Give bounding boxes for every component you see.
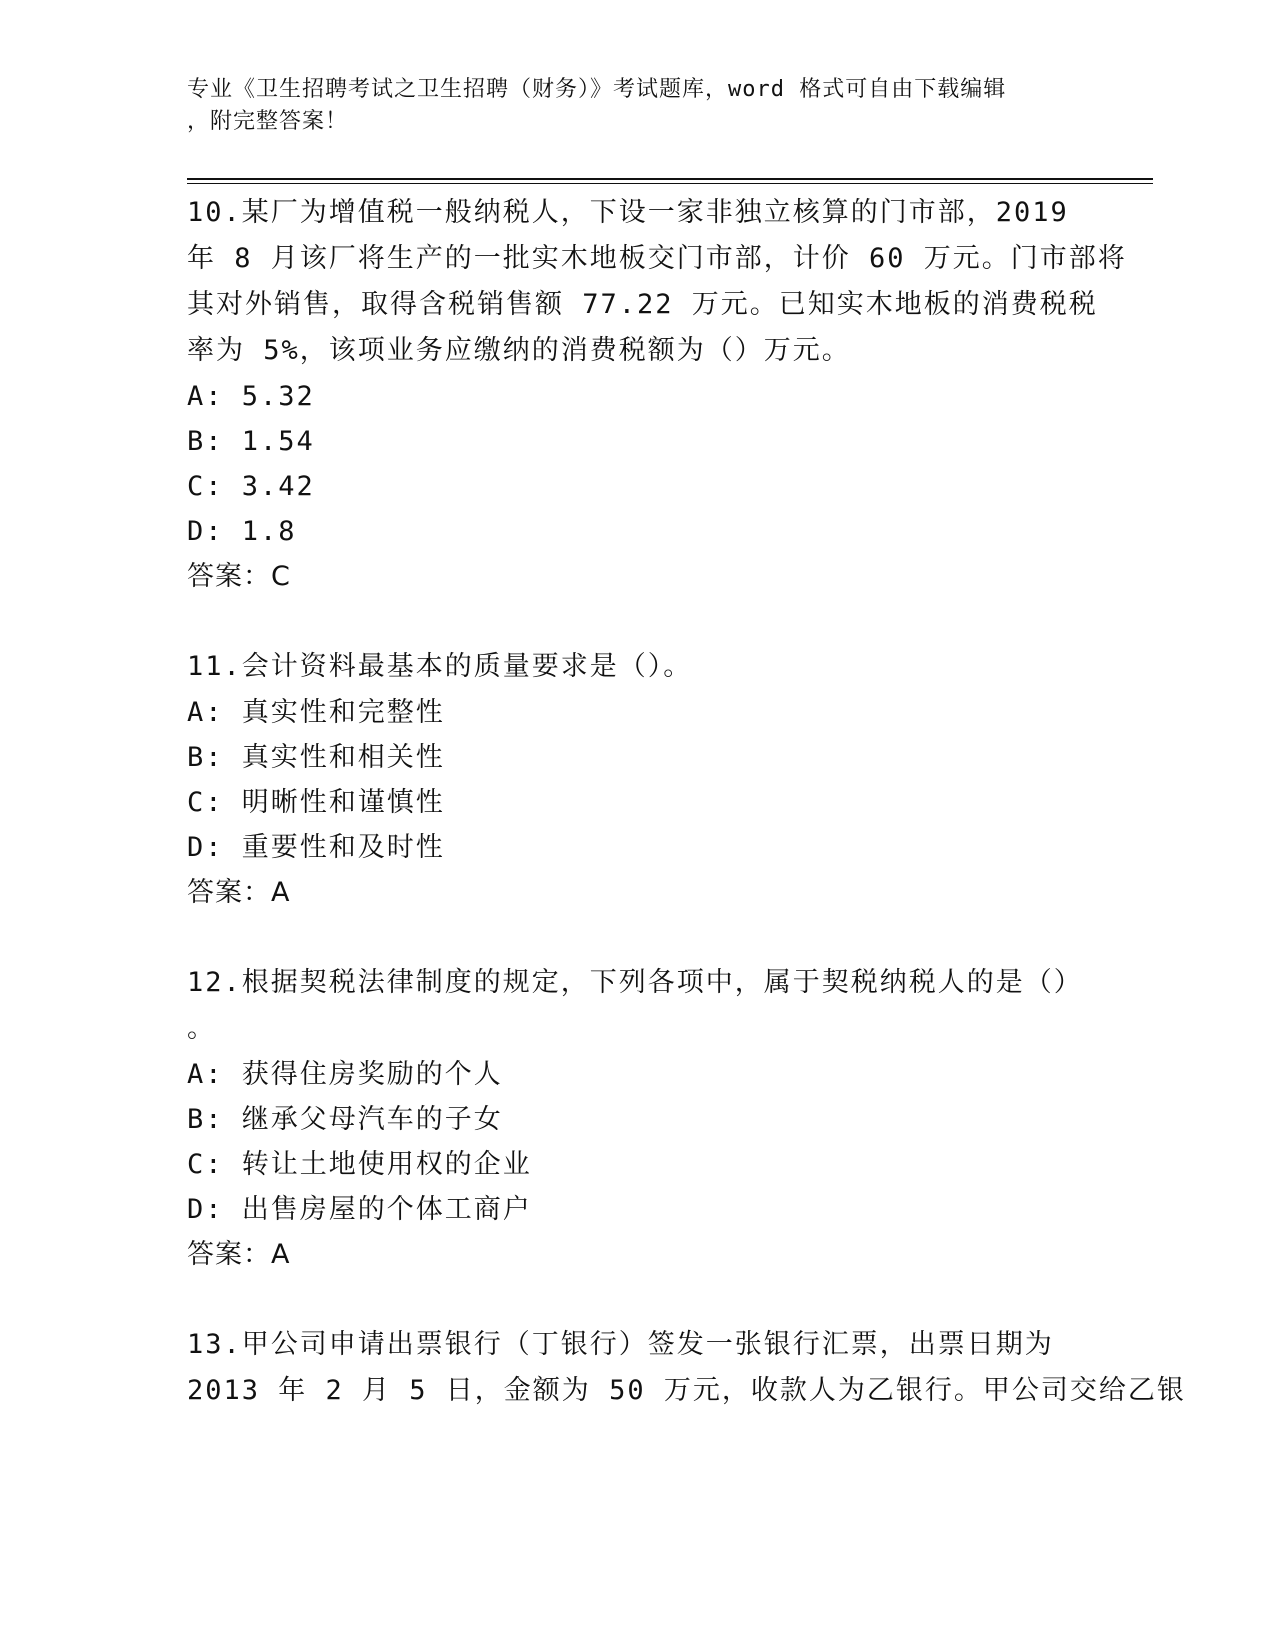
question-13 bbox=[187, 1322, 1186, 1414]
option-b: B: 真实性和相关性 bbox=[187, 742, 445, 773]
question-11 bbox=[187, 644, 1087, 915]
option-a: A: 真实性和完整性 bbox=[187, 697, 445, 728]
option-b: B: 1.54 bbox=[187, 426, 315, 457]
stem-line: 2013 年 2 月 5 日，金额为 50 万元，收款人为乙银行。甲公司交给乙银 bbox=[187, 1375, 1186, 1406]
stem-line: 11.会计资料最基本的质量要求是（）。 bbox=[187, 651, 693, 682]
question-stem bbox=[187, 190, 1127, 374]
answer-line: 答案：C bbox=[187, 561, 291, 592]
option-b: B: 继承父母汽车的子女 bbox=[187, 1104, 503, 1135]
question-stem bbox=[187, 960, 1087, 1052]
header-line-1: 专业《卫生招聘考试之卫生招聘（财务）》考试题库，word 格式可自由下载编辑 bbox=[187, 77, 1007, 102]
option-a: A: 5.32 bbox=[187, 381, 315, 412]
stem-line: 率为 5%，该项业务应缴纳的消费税额为（）万元。 bbox=[187, 335, 851, 366]
question-10 bbox=[187, 190, 1127, 599]
option-a: A: 获得住房奖励的个人 bbox=[187, 1059, 503, 1090]
option-d: D: 1.8 bbox=[187, 516, 297, 547]
question-stem bbox=[187, 1322, 1186, 1414]
option-c: C: 明晰性和谨慎性 bbox=[187, 787, 445, 818]
stem-line: 其对外销售，取得含税销售额 77.22 万元。已知实木地板的消费税税 bbox=[187, 289, 1098, 320]
question-list bbox=[187, 190, 1186, 1459]
document-header bbox=[187, 74, 1067, 138]
question-stem bbox=[187, 644, 1087, 690]
header-divider-thin bbox=[187, 183, 1153, 184]
stem-line: 10.某厂为增值税一般纳税人，下设一家非独立核算的门市部，2019 bbox=[187, 197, 1069, 228]
header-line-2: ，附完整答案！ bbox=[187, 109, 349, 134]
header-divider bbox=[187, 178, 1153, 180]
stem-line: 年 8 月该厂将生产的一批实木地板交门市部，计价 60 万元。门市部将 bbox=[187, 243, 1127, 274]
stem-line: 。 bbox=[187, 1013, 216, 1044]
option-c: C: 转让土地使用权的企业 bbox=[187, 1149, 532, 1180]
stem-line: 13.甲公司申请出票银行（丁银行）签发一张银行汇票，出票日期为 bbox=[187, 1329, 1054, 1360]
answer-line: 答案：A bbox=[187, 877, 291, 908]
option-d: D: 出售房屋的个体工商户 bbox=[187, 1194, 532, 1225]
answer-line: 答案：A bbox=[187, 1239, 291, 1270]
question-12 bbox=[187, 960, 1087, 1277]
option-d: D: 重要性和及时性 bbox=[187, 832, 445, 863]
option-c: C: 3.42 bbox=[187, 471, 315, 502]
stem-line: 12.根据契税法律制度的规定，下列各项中，属于契税纳税人的是（） bbox=[187, 967, 1083, 998]
